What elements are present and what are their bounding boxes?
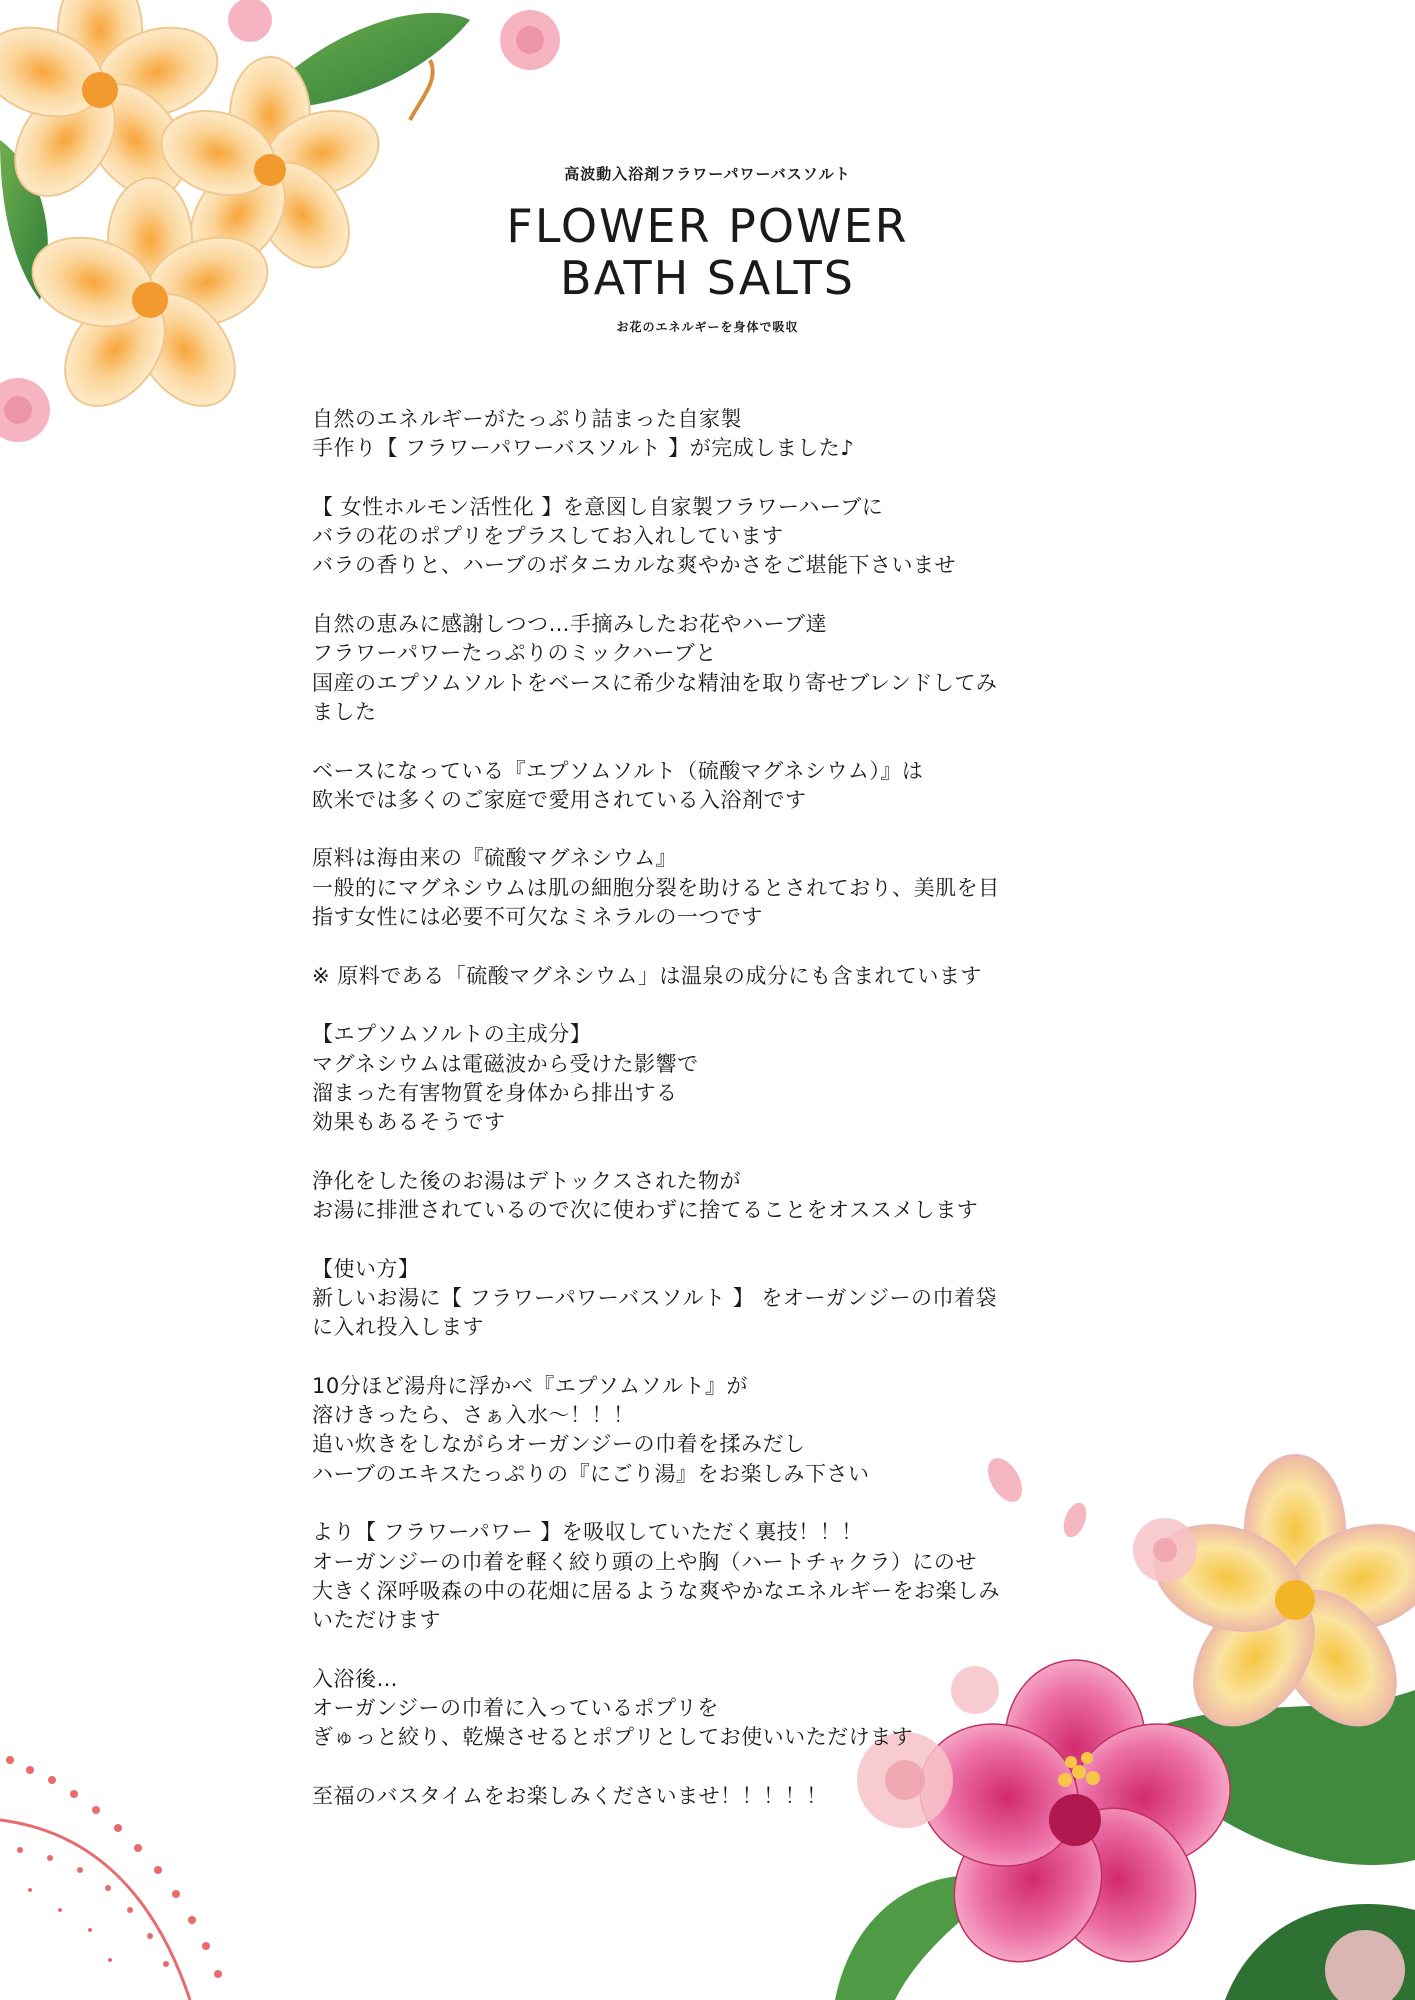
dot-pattern-decoration — [0, 1740, 300, 2000]
body-line: バラの香りと、ハーブのボタニカルな爽やかさをご堪能下さいませ — [312, 553, 956, 578]
body-paragraph — [312, 610, 1112, 727]
body-paragraph — [312, 1020, 1112, 1137]
body-line: お湯に排泄されているので次に使わずに捨てることをオススメします — [312, 1198, 979, 1223]
body-line: いただけます — [312, 1608, 441, 1633]
body-line: ハーブのエキスたっぷりの『にごり湯』をお楽しみ下さい — [312, 1461, 870, 1486]
description-body — [312, 405, 1112, 1841]
body-line: ※ 原料である「硫酸マグネシウム」は温泉の成分にも含まれています — [312, 963, 982, 988]
tagline: お花のエネルギーを身体で吸収 — [616, 320, 799, 334]
body-paragraph — [312, 1255, 1112, 1343]
body-line: ベースになっている『エプソムソルト（硫酸マグネシウム）』は — [312, 758, 924, 783]
body-line: 【使い方】 — [312, 1256, 420, 1281]
body-line: 大きく深呼吸森の中の花畑に居るような爽やかなエネルギーをお楽しみ — [312, 1578, 1000, 1603]
body-line: 10分ほど湯舟に浮かべ『エプソムソルト』が — [312, 1373, 749, 1398]
body-line: 入浴後… — [312, 1666, 398, 1691]
body-line: 【 女性ホルモン活性化 】を意図し自家製フラワーハーブに — [312, 494, 884, 519]
body-line: バラの花のポプリをプラスしてお入れしています — [312, 524, 784, 549]
body-line: 【エプソムソルトの主成分】 — [312, 1022, 592, 1047]
body-line: 手作り【 フラワーパワーバスソルト 】が完成しました♪ — [312, 436, 855, 461]
title-line-2: BATH SALTS — [560, 251, 855, 305]
body-line: 溜まった有害物質を身体から排出する — [312, 1080, 678, 1105]
body-line: 一般的にマグネシウムは肌の細胞分裂を助けるとされており、美肌を目 — [312, 875, 1000, 900]
body-line: マグネシウムは電磁波から受けた影響で — [312, 1051, 699, 1076]
body-line: より【 フラワーパワー 】を吸収していただく裏技！！！ — [312, 1520, 863, 1545]
body-line: 指す女性には必要不可欠なミネラルの一つです — [312, 905, 763, 930]
product-subtitle: 高波動入浴剤フラワーパワーバスソルト — [564, 165, 851, 183]
body-paragraph — [312, 844, 1112, 932]
body-line: ました — [312, 699, 377, 724]
body-line: 効果もあるそうです — [312, 1110, 506, 1135]
body-paragraph — [312, 1372, 1112, 1489]
body-line: 自然の恵みに感謝しつつ…手摘みしたお花やハーブ達 — [312, 612, 827, 637]
body-line: 自然のエネルギーがたっぷり詰まった自家製 — [312, 407, 742, 431]
body-line: 新しいお湯に【 フラワーパワーバスソルト 】 をオーガンジーの巾着袋 — [312, 1285, 997, 1310]
body-paragraph — [312, 1665, 1112, 1753]
body-line: に入れ投入します — [312, 1315, 484, 1340]
body-line: 溶けきったら、さぁ入水〜！！！ — [312, 1403, 635, 1428]
body-line: 国産のエプソムソルトをベースに希少な精油を取り寄せブレンドしてみ — [312, 670, 998, 695]
body-paragraph — [312, 493, 1112, 581]
body-paragraph — [312, 962, 1112, 991]
page-title — [0, 200, 1415, 304]
body-line: 至福のバスタイムをお楽しみくださいませ！！！！！ — [312, 1783, 828, 1808]
body-paragraph — [312, 1167, 1112, 1226]
title-line-1: FLOWER POWER — [506, 199, 909, 253]
body-line: 欧米では多くのご家庭で愛用されている入浴剤です — [312, 787, 807, 812]
body-line: ぎゅっと絞り、乾燥させるとポプリとしてお使いいただけます — [312, 1725, 914, 1750]
body-line: 追い炊きをしながらオーガンジーの巾着を揉みだし — [312, 1432, 806, 1457]
body-paragraph — [312, 1782, 1112, 1811]
body-line: 原料は海由来の『硫酸マグネシウム』 — [312, 846, 678, 871]
body-paragraph — [312, 757, 1112, 816]
body-paragraph — [312, 1518, 1112, 1635]
body-line: 浄化をした後のお湯はデトックスされた物が — [312, 1168, 742, 1193]
body-paragraph — [312, 405, 1112, 464]
body-line: オーガンジーの巾着に入っているポプリを — [312, 1696, 719, 1721]
body-line: フラワーパワーたっぷりのミックハーブと — [312, 641, 717, 666]
body-line: オーガンジーの巾着を軽く絞り頭の上や胸（ハートチャクラ）にのせ — [312, 1549, 977, 1574]
